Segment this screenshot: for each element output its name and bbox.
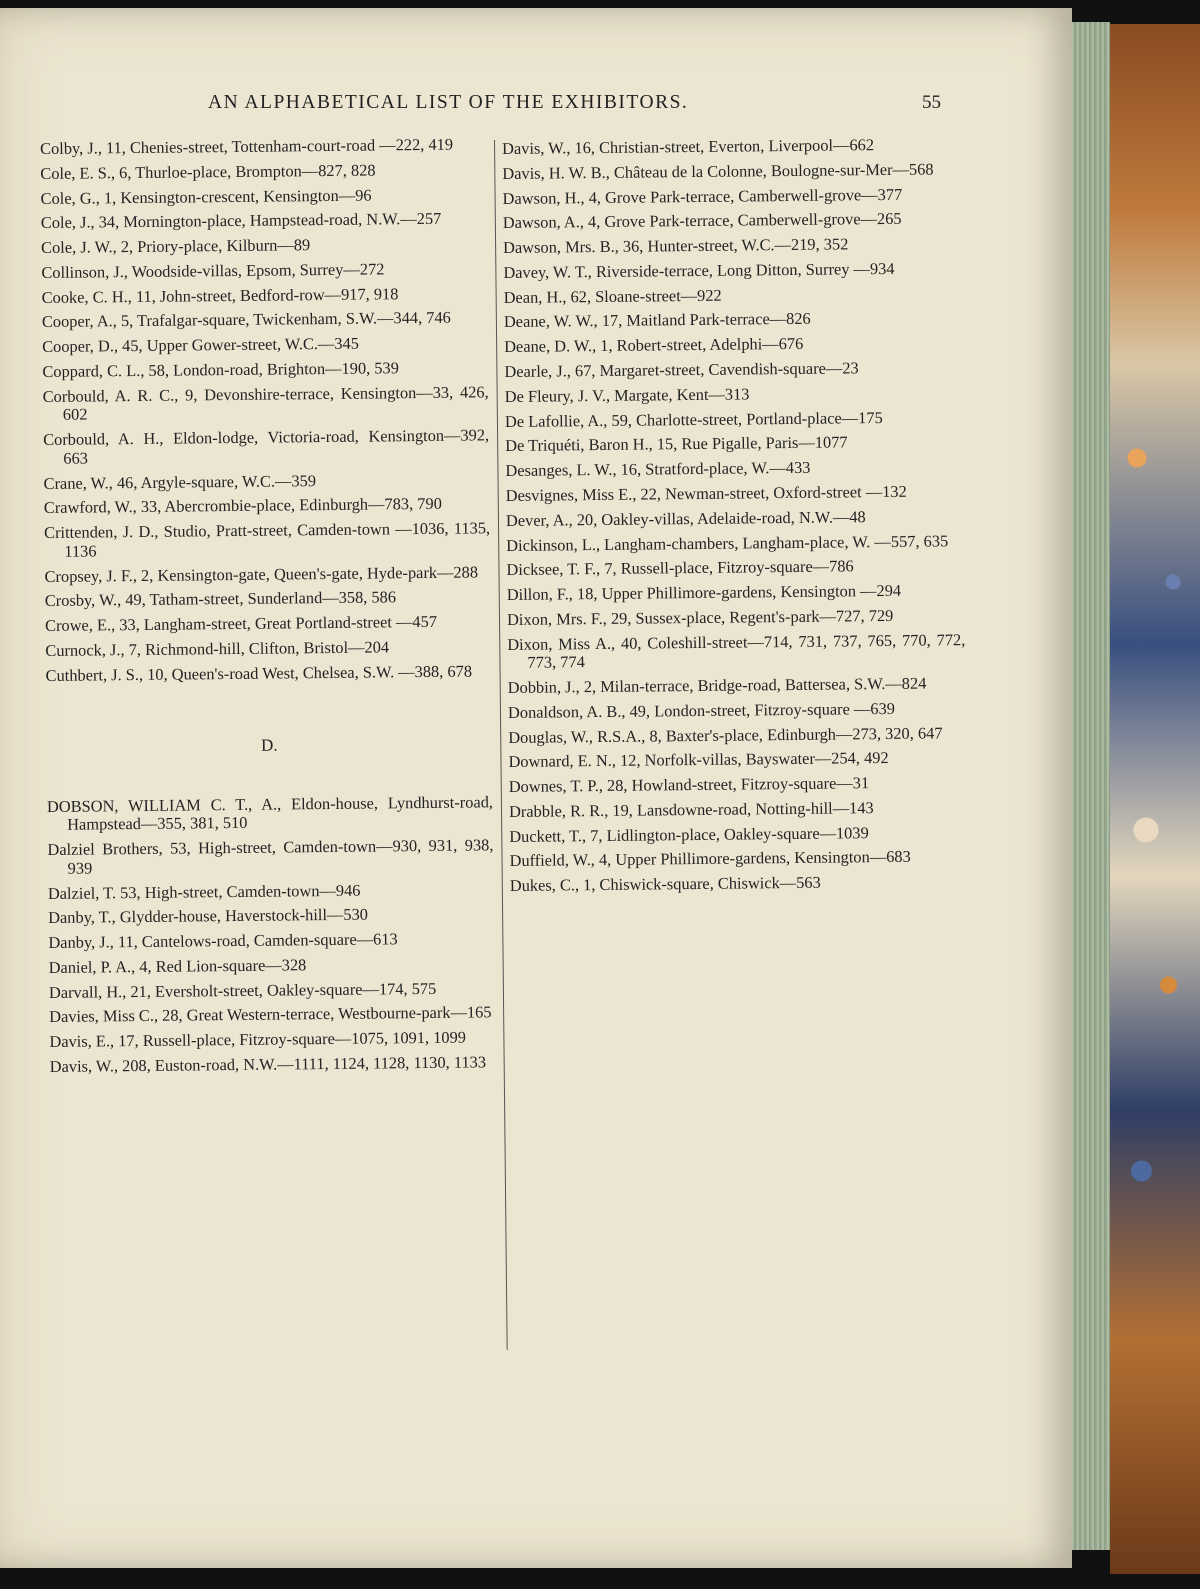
exhibitor-list-d-continued <box>502 135 968 896</box>
exhibitor-entry: Collinson, J., Woodside-villas, Epsom, Surrey—272 <box>41 259 385 282</box>
marbled-page-edge <box>1110 24 1200 1574</box>
exhibitor-entry: Dalziel Brothers, 53, High-street, Camden-town—930, 931, 938, 939 <box>47 835 494 878</box>
exhibitor-entry: Cole, J. W., 2, Priory-place, Kilburn—89 <box>41 235 311 258</box>
exhibitor-entry: Crane, W., 46, Argyle-square, W.C.—359 <box>43 470 317 493</box>
exhibitor-entry: Crawford, W., 33, Abercrombie-place, Edinburgh—783, 790 <box>43 494 442 518</box>
page-header-title: AN ALPHABETICAL LIST OF THE EXHIBITORS. <box>208 92 689 113</box>
exhibitor-entry: Douglas, W., R.S.A., 8, Baxter's-place, Edinburgh—273, 320, 647 <box>508 722 943 747</box>
exhibitor-entry: Duckett, T., 7, Lidlington-place, Oakley-square—1039 <box>509 822 869 846</box>
page-number: 55 <box>922 92 941 113</box>
exhibitor-entry: Davis, W., 208, Euston-road, N.W.—1111, 1124, 1128, 1130, 1133 <box>49 1052 487 1076</box>
exhibitor-entry: Cooper, A., 5, Trafalgar-square, Twickenham, S.W.—344, 746 <box>41 308 451 332</box>
exhibitor-entry: De Triquéti, Baron H., 15, Rue Pigalle, Paris—1077 <box>505 432 848 456</box>
exhibitor-entry: Downard, E. N., 12, Norfolk-villas, Bayswater—254, 492 <box>508 748 889 772</box>
exhibitor-entry: Daniel, P. A., 4, Red Lion-square—328 <box>48 955 307 977</box>
exhibitor-entry: Dicksee, T. F., 7, Russell-place, Fitzroy-square—786 <box>506 556 854 580</box>
exhibitor-entry: Drabble, R. R., 19, Lansdowne-road, Notting-hill—143 <box>508 798 874 821</box>
exhibitor-entry: Dawson, Mrs. B., 36, Hunter-street, W.C.—219, 352 <box>503 234 849 258</box>
exhibitor-entry: Dean, H., 62, Sloane-street—922 <box>503 285 722 307</box>
exhibitor-entry: Coppard, C. L., 58, London-road, Brighton—190, 539 <box>42 358 399 382</box>
exhibitor-entry: Dearle, J., 67, Margaret-street, Cavendish-square—23 <box>504 358 859 382</box>
exhibitor-entry: Dobbin, J., 2, Milan-terrace, Bridge-road, Battersea, S.W.—824 <box>507 673 927 697</box>
exhibitor-list-d <box>47 793 496 1076</box>
exhibitor-entry: Crittenden, J. D., Studio, Pratt-street, Camden-town —1036, 1135, 1136 <box>44 518 491 561</box>
exhibitor-entry: Dickinson, L., Langham-chambers, Langham-place, W. —557, 635 <box>506 530 949 555</box>
exhibitor-entry: Cole, G., 1, Kensington-crescent, Kensington—96 <box>40 185 372 208</box>
right-column <box>502 135 968 902</box>
exhibitor-entry: Dixon, Mrs. F., 29, Sussex-place, Regent's-park—727, 729 <box>506 605 894 629</box>
exhibitor-entry: Cooke, C. H., 11, John-street, Bedford-row—917, 918 <box>41 283 399 307</box>
exhibitor-entry: Davis, H. W. B., Château de la Colonne, Boulogne-sur-Mer—568 <box>502 159 934 183</box>
exhibitor-entry: Danby, J., 11, Cantelows-road, Camden-square—613 <box>48 929 398 953</box>
exhibitor-entry: Dalziel, T. 53, High-street, Camden-town—946 <box>47 880 361 903</box>
exhibitor-entry: Dixon, Miss A., 40, Coleshill-street—714, 731, 737, 765, 770, 772, 773, 774 <box>507 629 966 672</box>
exhibitor-entry: Duffield, W., 4, Upper Phillimore-gardens, Kensington—683 <box>509 847 911 871</box>
exhibitor-entry: Davey, W. T., Riverside-terrace, Long Ditton, Surrey —934 <box>503 258 895 282</box>
exhibitor-entry: Dillon, F., 18, Upper Phillimore-gardens, Kensington —294 <box>506 580 902 605</box>
exhibitor-entry: De Fleury, J. V., Margate, Kent—313 <box>504 384 750 406</box>
section-letter-d: D. <box>260 735 278 755</box>
exhibitor-entry: Davies, Miss C., 28, Great Western-terrace, Westbourne-park—165 <box>49 1002 492 1027</box>
exhibitor-entry: Cole, E. S., 6, Thurloe-place, Brompton—827, 828 <box>40 160 376 183</box>
exhibitor-entry: Deane, D. W., 1, Robert-street, Adelphi—676 <box>504 334 804 357</box>
exhibitor-entry: Danby, T., Glydder-house, Haverstock-hill—530 <box>48 904 369 928</box>
exhibitor-entry: Dawson, H., 4, Grove Park-terrace, Camberwell-grove—377 <box>502 184 903 208</box>
exhibitor-entry: Crosby, W., 49, Tatham-street, Sunderland—358, 586 <box>44 587 397 611</box>
exhibitor-entry: Cole, J., 34, Mornington-place, Hampstead-road, N.W.—257 <box>40 209 442 233</box>
exhibitor-entry: Cooper, D., 45, Upper Gower-street, W.C.—345 <box>42 333 360 357</box>
exhibitor-entry: Dever, A., 20, Oakley-villas, Adelaide-road, N.W.—48 <box>505 506 866 530</box>
exhibitor-entry: Curnock, J., 7, Richmond-hill, Clifton, Bristol—204 <box>45 637 390 660</box>
exhibitor-entry: Downes, T. P., 28, Howland-street, Fitzroy-square—31 <box>508 773 870 797</box>
exhibitor-entry: De Lafollie, A., 59, Charlotte-street, Portland-place—175 <box>504 407 883 431</box>
exhibitor-entry: Donaldson, A. B., 49, London-street, Fitzroy-square —639 <box>507 698 896 722</box>
exhibitor-entry: Cuthbert, J. S., 10, Queen's-road West, Chelsea, S.W. —388, 678 <box>45 661 473 685</box>
exhibitor-entry: Cropsey, J. F., 2, Kensington-gate, Queen's-gate, Hyde-park—288 <box>44 561 479 586</box>
exhibitor-list-c <box>40 135 492 685</box>
exhibitor-entry: Desvignes, Miss E., 22, Newman-street, Oxford-street —132 <box>505 481 907 505</box>
exhibitor-entry: Davis, W., 16, Christian-street, Everton, Liverpool—662 <box>501 135 875 158</box>
exhibitor-entry: Dukes, C., 1, Chiswick-square, Chiswick—563 <box>509 872 821 896</box>
exhibitor-entry: Colby, J., 11, Chenies-street, Tottenham-court-road —222, 419 <box>39 134 454 158</box>
exhibitor-entry: DOBSON, WILLIAM C. T., A., Eldon-house, Lyndhurst-road, Hampstead—355, 381, 510 <box>46 792 494 835</box>
left-column <box>40 135 496 1082</box>
book-page-edges <box>1066 22 1110 1550</box>
exhibitor-entry: Davis, E., 17, Russell-place, Fitzroy-square—1075, 1091, 1099 <box>49 1027 467 1052</box>
exhibitor-entry: Corbould, A. H., Eldon-lodge, Victoria-road, Kensington—392, 663 <box>43 425 490 468</box>
exhibitor-entry: Deane, W. W., 17, Maitland Park-terrace—826 <box>503 309 811 332</box>
exhibitor-entry: Darvall, H., 21, Eversholt-street, Oakley-square—174, 575 <box>48 978 437 1002</box>
exhibitor-entry: Desanges, L. W., 16, Stratford-place, W.—433 <box>505 457 811 481</box>
exhibitor-entry: Crowe, E., 33, Langham-street, Great Portland-street —457 <box>44 611 438 636</box>
exhibitor-entry: Corbould, A. R. C., 9, Devonshire-terrace, Kensington—33, 426, 602 <box>42 382 489 425</box>
exhibitor-entry: Dawson, A., 4, Grove Park-terrace, Camberwell-grove—265 <box>502 209 902 233</box>
